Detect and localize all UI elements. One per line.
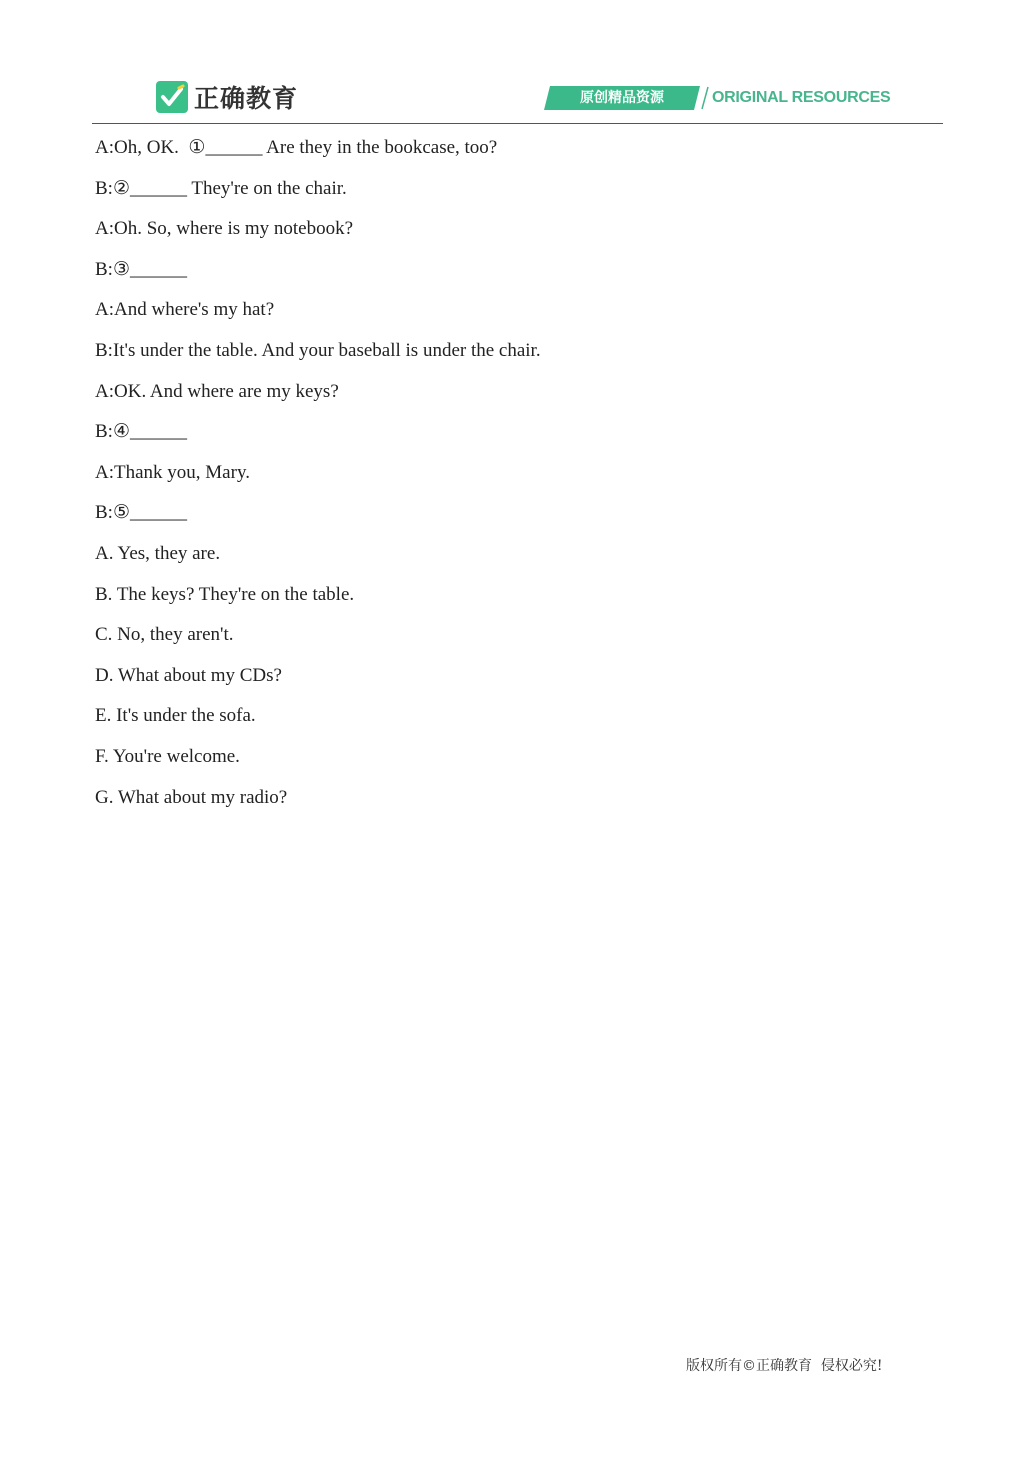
dialogue-line: A:OK. And where are my keys? [95,380,339,402]
header-divider [92,123,943,124]
dialogue-line: B:④______ [95,421,187,443]
option-item: A. Yes, they are. [95,542,221,564]
dialogue-line: B:③______ [95,258,187,280]
dialogue-line: A:Thank you, Mary. [95,461,250,483]
option-item: C. No, they aren't. [95,624,234,646]
copyright-footer: 版权所有©正确教育 侵权必究! [686,1358,883,1374]
option-item: E. It's under the sofa. [95,705,256,727]
brand-logo [156,80,298,114]
dialogue-line: A:Oh, OK. ①______ Are they in the bookcase, too? [95,137,498,158]
dialogue-line: B:It's under the table. And your baseball is under the chair. [95,339,541,361]
answer-options [95,534,935,818]
option-item: G. What about my radio? [95,786,288,808]
page-header [0,0,1034,124]
checkmark-icon [156,81,188,113]
dialogue-line: B:②______ They're on the chair. [95,177,347,199]
slash-divider-icon [700,86,710,110]
dialogue-line: A:Oh. So, where is my notebook? [95,218,354,240]
banner-tag-label: 原创精品资源 [580,90,664,106]
option-item: B. The keys? They're on the table. [95,583,355,605]
original-resources-banner [544,86,890,110]
dialogue [95,128,935,534]
option-item: F. You're welcome. [95,745,240,767]
dialogue-line: B:⑤______ [95,502,187,524]
exercise-content [95,128,935,818]
brand-name: 正确教育 [194,84,299,113]
option-item: D. What about my CDs? [95,664,282,686]
banner-english-label: ORIGINAL RESOURCES [712,89,891,106]
dialogue-line: A:And where's my hat? [95,299,275,321]
banner-tag [544,86,700,110]
